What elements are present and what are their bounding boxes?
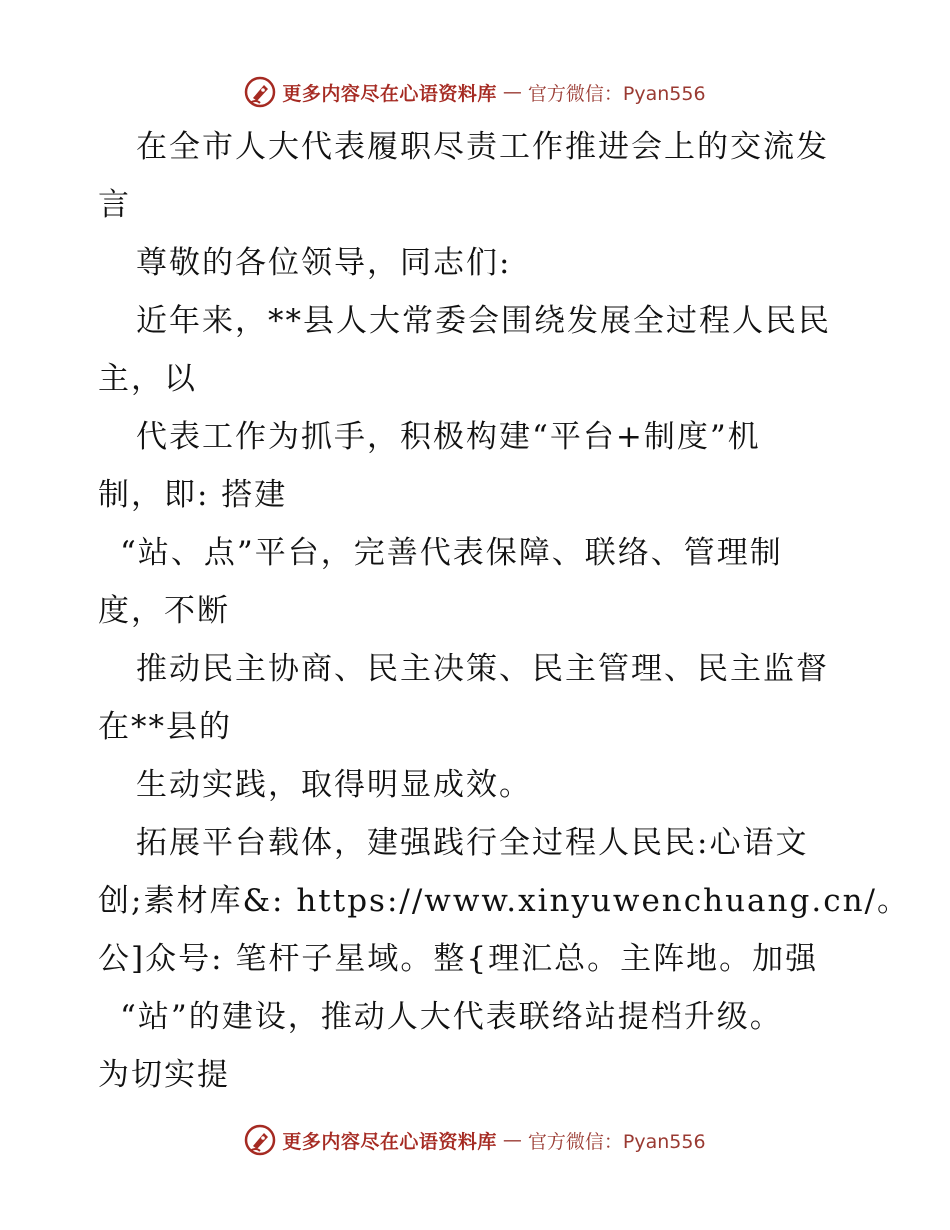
doc-line: 生动实践，取得明显成效。	[136, 767, 532, 803]
header-brand-text: 更多内容尽在心语资料库	[282, 82, 497, 105]
doc-line: “站”的建设，推动人大代表联络站提档升级。	[120, 999, 783, 1035]
doc-line: 为切实提	[98, 1057, 230, 1093]
header-banner	[0, 72, 950, 112]
document-body	[98, 118, 910, 1104]
doc-line: 主，以	[98, 361, 197, 397]
doc-title-line-2: 言	[98, 187, 131, 223]
header-separator: —	[502, 81, 522, 103]
doc-line: 度，不断	[98, 593, 230, 629]
doc-line: 拓展平台载体，建强践行全过程人民民:心语文	[136, 825, 809, 861]
pen-nib-logo-icon	[244, 76, 276, 108]
doc-line: “站、点”平台，完善代表保障、联络、管理制	[120, 535, 783, 571]
doc-line: 近年来，**县人大常委会围绕发展全过程人民民	[136, 303, 831, 339]
header-wechat-text: 官方微信：Pyan556	[527, 82, 706, 105]
doc-line: 在**县的	[98, 709, 232, 745]
footer-brand-text: 更多内容尽在心语资料库	[282, 1130, 497, 1153]
doc-line: 公]众号: 笔杆子星域。整{理汇总。主阵地。加强	[98, 941, 819, 977]
footer-separator: —	[502, 1129, 522, 1151]
footer-wechat-text: 官方微信：Pyan556	[527, 1130, 706, 1153]
doc-line: 创;素材库&: https://www.xinyuwenchuang.cn/。	[98, 883, 910, 919]
doc-line: 推动民主协商、民主决策、民主管理、民主监督	[136, 651, 829, 687]
doc-line: 制，即: 搭建	[98, 477, 288, 513]
doc-line: 代表工作为抓手，积极构建“平台+制度”机	[136, 419, 761, 455]
doc-salutation: 尊敬的各位领导，同志们:	[136, 245, 512, 281]
pen-nib-logo-icon	[244, 1124, 276, 1156]
footer-banner	[0, 1120, 950, 1160]
doc-title-line-1: 在全市人大代表履职尽责工作推进会上的交流发	[136, 129, 829, 165]
